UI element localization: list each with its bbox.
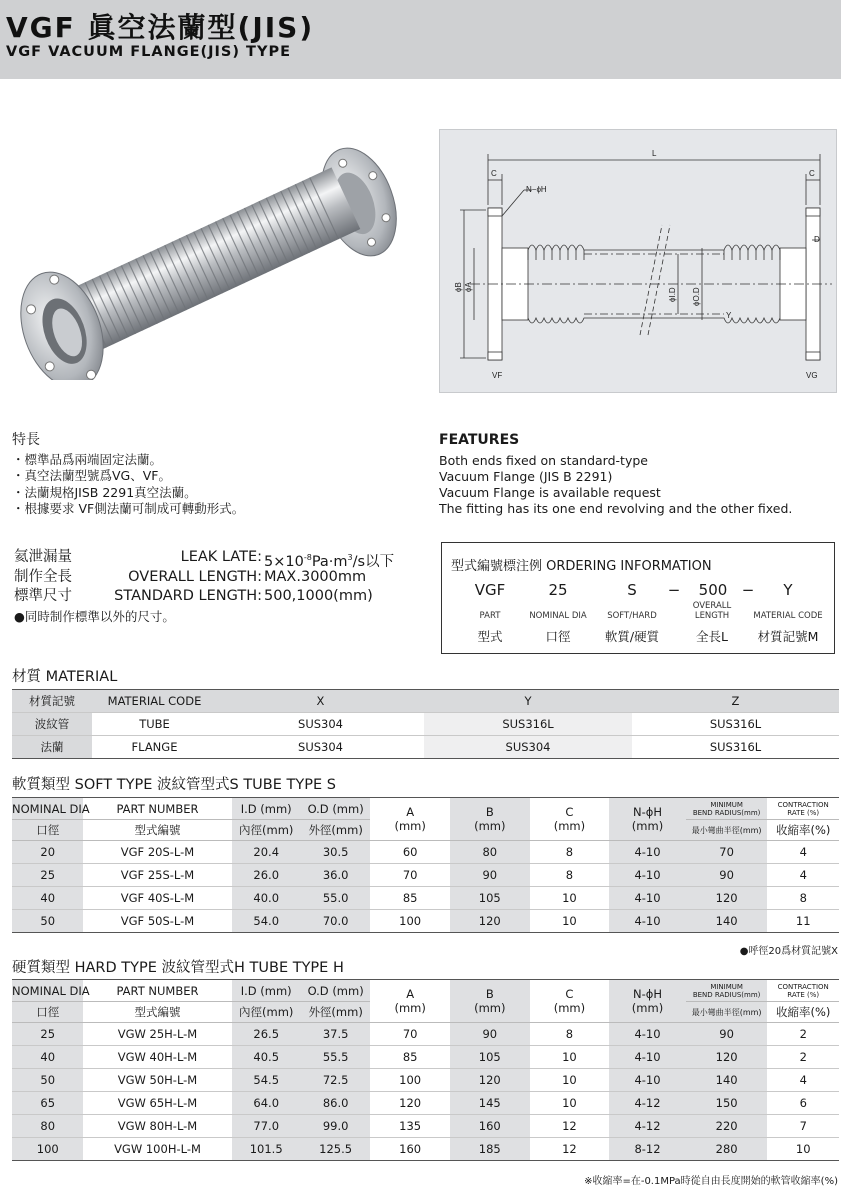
column-header-unit: (mm) bbox=[631, 819, 664, 833]
column-header: CONTRACTION RATE (%) bbox=[767, 980, 839, 1002]
label-phi-id: ϕI.D bbox=[668, 287, 677, 302]
table-cell: 25 bbox=[12, 864, 83, 887]
column-header-cn: 型式編號 bbox=[83, 1002, 231, 1023]
order-code-dia: 25 bbox=[548, 581, 568, 599]
label-phi-a: ϕA bbox=[464, 282, 473, 292]
spec-label-en: STANDARD LENGTH: bbox=[114, 588, 262, 604]
order-dash: − bbox=[741, 581, 755, 599]
hard-type-table bbox=[12, 979, 839, 1161]
table-row bbox=[12, 1092, 839, 1115]
features-en-item: Vacuum Flange (JIS B 2291) bbox=[439, 469, 613, 484]
label-phi-od: ϕO.D bbox=[692, 287, 701, 306]
table-cell: 160 bbox=[370, 1138, 450, 1161]
table-cell: VGW 25H-L-M bbox=[83, 1023, 231, 1046]
column-header-en: N-ϕH bbox=[633, 987, 662, 1001]
column-header-cn: 內徑(mm) bbox=[232, 1002, 301, 1023]
soft-type-title: 軟質類型 SOFT TYPE 波紋管型式S TUBE TYPE S bbox=[12, 777, 336, 793]
table-cell: 65 bbox=[12, 1092, 83, 1115]
table-cell: 10 bbox=[767, 1138, 839, 1161]
column-header: MINIMUM BEND RADIUS(mm) bbox=[686, 798, 768, 820]
table-cell: 4-10 bbox=[609, 1023, 686, 1046]
product-photo bbox=[14, 140, 414, 380]
spec-note: ●同時制作標準以外的尺寸。 bbox=[14, 608, 175, 624]
table-header-row bbox=[12, 980, 839, 1002]
column-header-cn: 內徑(mm) bbox=[232, 820, 301, 841]
table-cell: 40 bbox=[12, 1046, 83, 1069]
features-cn-item: ・根據要求 VF側法蘭可制成可轉動形式。 bbox=[12, 501, 245, 516]
table-cell: 7 bbox=[767, 1115, 839, 1138]
table-cell: VGF 50S-L-M bbox=[83, 910, 231, 933]
table-cell: 4-10 bbox=[609, 841, 686, 864]
table-cell: 50 bbox=[12, 910, 83, 933]
table-cell: 4-10 bbox=[609, 910, 686, 933]
label-vf: VF bbox=[492, 371, 503, 380]
soft-note: ●呼徑20爲材質記號X bbox=[739, 946, 838, 957]
features-cn-item: ・法蘭規格JISB 2291真空法蘭。 bbox=[12, 484, 197, 500]
table-cell: 100 bbox=[370, 910, 450, 933]
table-cell: 26.5 bbox=[232, 1023, 301, 1046]
table-cell: 64.0 bbox=[232, 1092, 301, 1115]
table-cell: 12 bbox=[530, 1138, 610, 1161]
table-cell: VGW 100H-L-M bbox=[83, 1138, 231, 1161]
table-cell: 80 bbox=[12, 1115, 83, 1138]
table-cell: 86.0 bbox=[301, 1092, 370, 1115]
column-header-en: C bbox=[565, 805, 574, 819]
table-cell: 55.0 bbox=[301, 887, 370, 910]
hard-type-title: 硬質類型 HARD TYPE 波紋管型式H TUBE TYPE H bbox=[12, 960, 344, 976]
table-row: 法蘭 FLANGE SUS304 SUS304 SUS316L bbox=[12, 736, 839, 759]
dimension-drawing bbox=[439, 129, 837, 393]
title-banner bbox=[0, 0, 841, 79]
column-header: PART NUMBER bbox=[83, 798, 231, 820]
table-cell: 6 bbox=[767, 1092, 839, 1115]
table-cell: 37.5 bbox=[301, 1023, 370, 1046]
features-en-item: Both ends fixed on standard-type bbox=[439, 453, 648, 468]
table-cell: 160 bbox=[450, 1115, 530, 1138]
table-cell: 105 bbox=[450, 887, 530, 910]
table-cell: VGW 65H-L-M bbox=[83, 1092, 231, 1115]
label-vg: VG bbox=[806, 371, 818, 380]
table-row: 波紋管 TUBE SUS304 SUS316L SUS316L bbox=[12, 713, 839, 736]
table-cell: VGF 20S-L-M bbox=[83, 841, 231, 864]
material-title: 材質 MATERIAL bbox=[12, 669, 118, 685]
column-header-cn: 收縮率(%) bbox=[767, 820, 839, 841]
table-cell: VGF 25S-L-M bbox=[83, 864, 231, 887]
order-label-en: OVERALL LENGTH bbox=[692, 601, 732, 621]
table-cell: 220 bbox=[686, 1115, 768, 1138]
table-cell: 54.5 bbox=[232, 1069, 301, 1092]
table-cell: 120 bbox=[450, 910, 530, 933]
table-cell: VGW 80H-L-M bbox=[83, 1115, 231, 1138]
table-row bbox=[12, 1069, 839, 1092]
column-header: NOMINAL DIA bbox=[12, 980, 83, 1002]
spec-label-en: OVERALL LENGTH: bbox=[128, 568, 262, 585]
spec-label-cn: 氦泄漏量 bbox=[14, 549, 72, 565]
table-cell: 10 bbox=[530, 1092, 610, 1115]
table-cell: 85 bbox=[370, 887, 450, 910]
column-header-cn: 最小彎曲半徑(mm) bbox=[686, 820, 768, 841]
ordering-info-box bbox=[441, 542, 835, 654]
column-header-en: N-ϕH bbox=[633, 805, 662, 819]
table-cell: 4-10 bbox=[609, 1046, 686, 1069]
order-label-en: SOFT/HARD bbox=[607, 611, 657, 621]
table-cell: 145 bbox=[450, 1092, 530, 1115]
table-cell: 4 bbox=[767, 864, 839, 887]
table-row bbox=[12, 864, 839, 887]
spec-row-overall bbox=[14, 568, 414, 588]
spec-list bbox=[14, 548, 414, 626]
table-cell: 26.0 bbox=[232, 864, 301, 887]
table-cell: 120 bbox=[370, 1092, 450, 1115]
column-header-en: A bbox=[406, 987, 415, 1001]
column-header bbox=[450, 798, 530, 841]
table-row bbox=[12, 1138, 839, 1161]
table-row bbox=[12, 841, 839, 864]
column-header: MINIMUM BEND RADIUS(mm) bbox=[686, 980, 768, 1002]
spec-label-cn: 制作全長 bbox=[14, 568, 72, 585]
features-en-item: Vacuum Flange is available request bbox=[439, 485, 661, 500]
column-header bbox=[530, 980, 610, 1023]
table-cell: 4-10 bbox=[609, 864, 686, 887]
table-cell: 70 bbox=[686, 841, 768, 864]
table-cell: 70 bbox=[370, 1023, 450, 1046]
label-c-left: C bbox=[491, 169, 497, 178]
table-cell: 99.0 bbox=[301, 1115, 370, 1138]
table-cell: 4-10 bbox=[609, 887, 686, 910]
table-cell: 36.0 bbox=[301, 864, 370, 887]
column-header-en: B bbox=[485, 805, 494, 819]
table-cell: 70.0 bbox=[301, 910, 370, 933]
column-header-cn: 型式編號 bbox=[83, 820, 231, 841]
table-cell: 40.0 bbox=[232, 887, 301, 910]
table-cell: 2 bbox=[767, 1023, 839, 1046]
column-header bbox=[370, 798, 450, 841]
table-row bbox=[12, 1023, 839, 1046]
table-cell: 105 bbox=[450, 1046, 530, 1069]
table-cell: 55.5 bbox=[301, 1046, 370, 1069]
table-cell: 40.5 bbox=[232, 1046, 301, 1069]
label-n-phi-h: N−ϕH bbox=[526, 185, 547, 194]
column-header bbox=[530, 798, 610, 841]
table-cell: VGW 50H-L-M bbox=[83, 1069, 231, 1092]
table-cell: 8 bbox=[530, 864, 610, 887]
column-header-unit: (mm) bbox=[631, 1001, 664, 1015]
column-header-cn: 口徑 bbox=[12, 820, 83, 841]
label-c-right: C bbox=[809, 169, 815, 178]
table-cell: 8 bbox=[767, 887, 839, 910]
column-header: I.D (mm) bbox=[232, 980, 301, 1002]
table-row bbox=[12, 887, 839, 910]
column-header-en: C bbox=[565, 987, 574, 1001]
spec-label-cn: 標準尺寸 bbox=[14, 588, 72, 604]
column-header-unit: (mm) bbox=[394, 819, 426, 833]
table-cell: 25 bbox=[12, 1023, 83, 1046]
order-label-en: MATERIAL CODE bbox=[753, 611, 823, 621]
table-cell: 10 bbox=[530, 910, 610, 933]
features-en bbox=[439, 432, 839, 517]
column-header-unit: (mm) bbox=[553, 819, 586, 833]
spec-value: $5\times 10^{-8}Pa\cdot m^3/s$以下 bbox=[264, 553, 395, 570]
column-header bbox=[450, 980, 530, 1023]
table-cell: 120 bbox=[450, 1069, 530, 1092]
column-header bbox=[370, 980, 450, 1023]
column-header: O.D (mm) bbox=[301, 980, 370, 1002]
table-cell: 140 bbox=[686, 910, 768, 933]
table-cell: VGF 40S-L-M bbox=[83, 887, 231, 910]
table-cell: 90 bbox=[450, 864, 530, 887]
order-dash: − bbox=[667, 581, 681, 599]
column-header-cn: 外徑(mm) bbox=[301, 1002, 370, 1023]
spec-label-en: LEAK LATE: bbox=[180, 549, 262, 565]
column-header: I.D (mm) bbox=[232, 798, 301, 820]
table-cell: 40 bbox=[12, 887, 83, 910]
table-cell: 72.5 bbox=[301, 1069, 370, 1092]
table-cell: 20.4 bbox=[232, 841, 301, 864]
features-cn bbox=[12, 432, 432, 518]
soft-type-table bbox=[12, 797, 839, 933]
table-row bbox=[12, 1046, 839, 1069]
spec-row-leak bbox=[14, 548, 414, 568]
table-cell: 90 bbox=[686, 864, 768, 887]
order-code-material: Y bbox=[783, 581, 793, 599]
ordering-title: 型式編號標注例 ORDERING INFORMATION bbox=[451, 559, 712, 574]
table-cell: 11 bbox=[767, 910, 839, 933]
table-cell: 8 bbox=[530, 841, 610, 864]
column-header-cn: 最小彎曲半徑(mm) bbox=[686, 1002, 768, 1023]
order-code-type: S bbox=[627, 581, 637, 599]
table-cell: 54.0 bbox=[232, 910, 301, 933]
column-header: O.D (mm) bbox=[301, 798, 370, 820]
table-row bbox=[12, 910, 839, 933]
features-en-item: The fitting has its one end revolving and the other fixed. bbox=[439, 501, 793, 516]
table-cell: 150 bbox=[686, 1092, 768, 1115]
order-label-cn: 全長L bbox=[696, 629, 728, 644]
features-en-title: FEATURES bbox=[439, 432, 520, 448]
table-cell: 8-12 bbox=[609, 1138, 686, 1161]
table-cell: 50 bbox=[12, 1069, 83, 1092]
table-cell: 125.5 bbox=[301, 1138, 370, 1161]
column-header bbox=[609, 980, 686, 1023]
table-cell: 80 bbox=[450, 841, 530, 864]
order-label-cn: 口徑 bbox=[545, 629, 571, 644]
hard-note: ※收縮率=在-0.1MPa時從自由長度開始的軟管收縮率(%) bbox=[584, 1176, 838, 1187]
table-cell: 10 bbox=[530, 1046, 610, 1069]
page-subtitle: VGF VACUUM FLANGE(JIS) TYPE bbox=[6, 44, 291, 60]
table-header-row: 材質記號 MATERIAL CODE X Y Z bbox=[12, 690, 839, 713]
spec-row-standard bbox=[14, 587, 414, 607]
order-label-cn: 材質記號M bbox=[757, 629, 819, 644]
column-header-cn: 外徑(mm) bbox=[301, 820, 370, 841]
label-y: Y bbox=[726, 311, 732, 320]
table-cell: 120 bbox=[686, 887, 768, 910]
order-code-part: VGF bbox=[474, 581, 506, 599]
table-cell: 100 bbox=[370, 1069, 450, 1092]
table-row bbox=[12, 1115, 839, 1138]
table-cell: 12 bbox=[530, 1115, 610, 1138]
material-table bbox=[12, 689, 839, 759]
table-cell: 30.5 bbox=[301, 841, 370, 864]
table-cell: 4 bbox=[767, 1069, 839, 1092]
dimension-diagram bbox=[440, 130, 838, 394]
table-cell: 10 bbox=[530, 1069, 610, 1092]
table-cell: 100 bbox=[12, 1138, 83, 1161]
label-d: D bbox=[814, 235, 820, 244]
page-title: VGF 眞空法蘭型(JIS) bbox=[6, 11, 315, 44]
column-header bbox=[609, 798, 686, 841]
column-header-unit: (mm) bbox=[474, 1001, 506, 1015]
features-cn-title: 特長 bbox=[12, 432, 40, 448]
table-cell: 140 bbox=[686, 1069, 768, 1092]
order-label-en: NOMINAL DIA bbox=[529, 611, 587, 621]
order-code-length: 500 bbox=[698, 581, 728, 599]
table-cell: 185 bbox=[450, 1138, 530, 1161]
table-cell: 120 bbox=[686, 1046, 768, 1069]
table-cell: 90 bbox=[686, 1023, 768, 1046]
table-cell: VGW 40H-L-M bbox=[83, 1046, 231, 1069]
table-cell: 4-12 bbox=[609, 1115, 686, 1138]
table-cell: 2 bbox=[767, 1046, 839, 1069]
order-label-en: PART bbox=[479, 611, 501, 621]
column-header-unit: (mm) bbox=[394, 1001, 426, 1015]
table-cell: 135 bbox=[370, 1115, 450, 1138]
table-cell: 10 bbox=[530, 887, 610, 910]
table-cell: 4 bbox=[767, 841, 839, 864]
label-phi-b: ϕB bbox=[454, 282, 463, 292]
spec-value: 500,1000(mm) bbox=[264, 588, 373, 604]
table-cell: 90 bbox=[450, 1023, 530, 1046]
table-header-row bbox=[12, 798, 839, 820]
order-label-cn: 軟質/硬質 bbox=[604, 629, 660, 644]
table-cell: 60 bbox=[370, 841, 450, 864]
table-cell: 8 bbox=[530, 1023, 610, 1046]
column-header-cn: 口徑 bbox=[12, 1002, 83, 1023]
table-cell: 4-10 bbox=[609, 1069, 686, 1092]
label-l: L bbox=[652, 149, 657, 158]
table-cell: 4-12 bbox=[609, 1092, 686, 1115]
table-cell: 280 bbox=[686, 1138, 768, 1161]
table-cell: 77.0 bbox=[232, 1115, 301, 1138]
column-header-en: B bbox=[485, 987, 494, 1001]
column-header-en: A bbox=[406, 805, 415, 819]
table-cell: 20 bbox=[12, 841, 83, 864]
table-cell: 70 bbox=[370, 864, 450, 887]
column-header: NOMINAL DIA bbox=[12, 798, 83, 820]
column-header: PART NUMBER bbox=[83, 980, 231, 1002]
column-header-unit: (mm) bbox=[474, 819, 506, 833]
spec-value: MAX.3000mm bbox=[264, 568, 367, 585]
column-header: CONTRACTION RATE (%) bbox=[767, 798, 839, 820]
order-label-cn: 型式 bbox=[477, 629, 503, 644]
column-header-unit: (mm) bbox=[553, 1001, 586, 1015]
table-cell: 101.5 bbox=[232, 1138, 301, 1161]
features-cn-item: ・標準品爲兩端固定法蘭。 bbox=[12, 451, 163, 467]
table-cell: 85 bbox=[370, 1046, 450, 1069]
features-cn-item: ・真空法蘭型號爲VG、VF。 bbox=[12, 468, 171, 483]
column-header-cn: 收縮率(%) bbox=[767, 1002, 839, 1023]
